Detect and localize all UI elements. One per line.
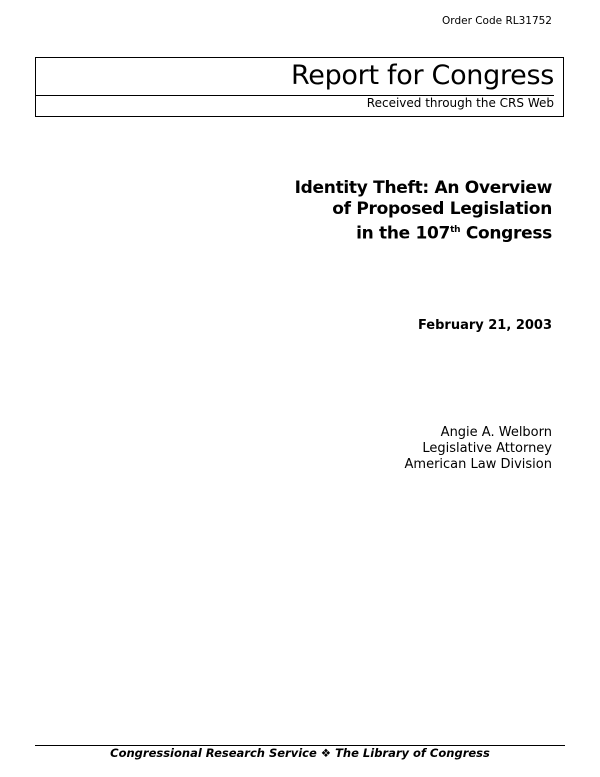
report-header-box	[35, 57, 564, 117]
report-title	[295, 178, 552, 245]
author-position: Legislative Attorney	[422, 441, 552, 456]
title-line-3-text: in the 107	[356, 223, 451, 244]
report-date: February 21, 2003	[417, 318, 552, 333]
title-line-2: of Proposed Legislation	[332, 199, 552, 219]
author-name: Angie A. Welborn	[440, 425, 552, 440]
author-division: American Law Division	[404, 457, 552, 472]
title-line-1: Identity Theft: An Overview	[294, 178, 552, 198]
report-for-congress-heading: Report for Congress	[291, 60, 554, 91]
footer-text: Congressional Research Service ❖ The Library of Congress	[110, 746, 490, 760]
author-block	[405, 425, 552, 473]
title-line-3-end: Congress	[460, 223, 552, 244]
title-line-3	[295, 220, 552, 245]
order-code: Order Code RL31752	[442, 15, 552, 27]
title-superscript: th	[450, 225, 461, 235]
header-subtitle: Received through the CRS Web	[366, 96, 554, 110]
